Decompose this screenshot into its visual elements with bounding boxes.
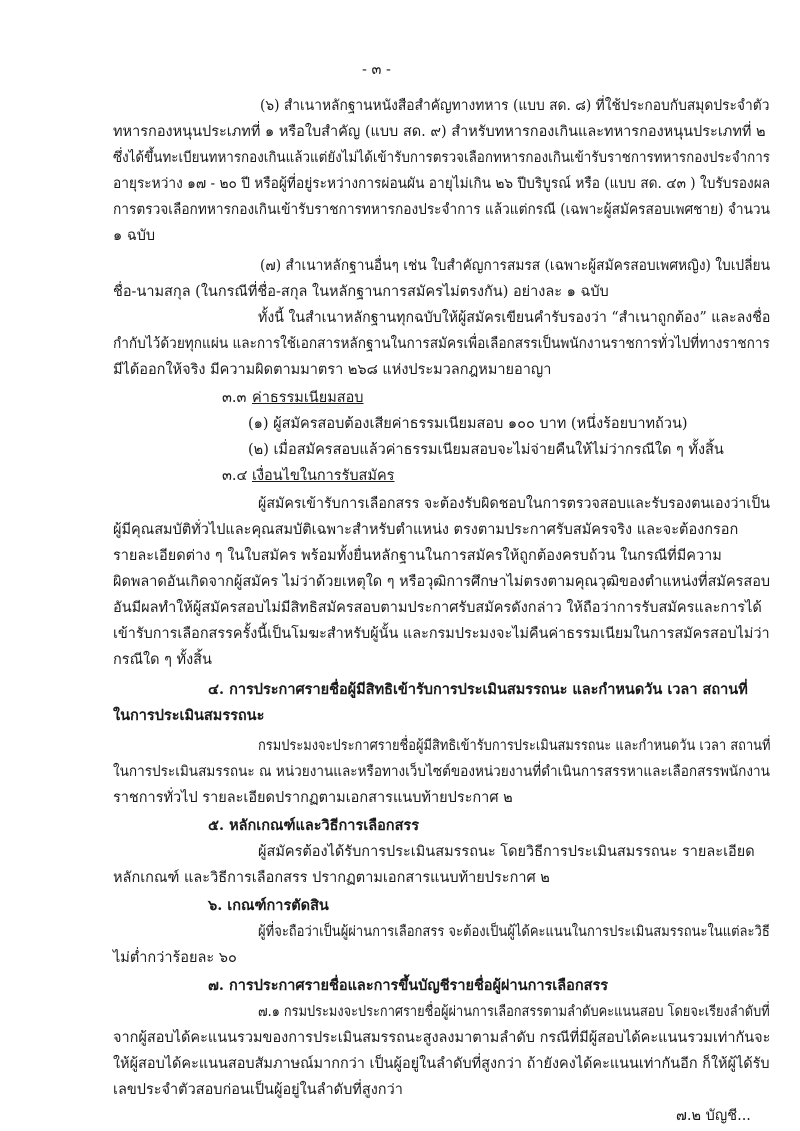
section-7-heading: ๗. การประกาศรายชื่อและการขึ้นบัญชีรายชื่อผู้ผ่านการเลือกสรร: [208, 977, 609, 994]
item-6-line-4: อายุระหว่าง ๑๗ - ๒๐ ปี หรือผู้ที่อยู่ระหว่างการผ่อนผัน อายุไม่เกิน ๒๖ ปีบริบูรณ์ หรือ (แบบ สด. ๔๓ ) ใบรับรองผล: [113, 176, 771, 192]
item-6-line-2: ทหารกองหนุนประเภทที่ ๑ หรือใบสำคัญ (แบบ สด. ๙) สำหรับทหารกองเกินและทหารกองหนุนประเภทที่ ๒: [113, 124, 766, 140]
certify-line-3: มีได้ออกให้จริง มีความผิดตามมาตรา ๒๖๘ แห่งประมวลกฎหมายอาญา: [113, 362, 552, 378]
certify-line-2: กำกับไว้ด้วยทุกแผ่น และการใช้เอกสารหลักฐานในการสมัครเพื่อเลือกสรรเป็นพนักงานราชการทั่วไปที่ทางราชการ: [113, 336, 770, 352]
section-3-3-heading: ค่าธรรมเนียมสอบ: [252, 390, 364, 406]
section-4-heading-2: ในการประเมินสมรรถนะ: [113, 707, 265, 724]
section-6-line-1: ผู้ที่จะถือว่าเป็นผู้ผ่านการเลือกสรร จะต้องเป็นผู้ได้คะแนนในการประเมินสมรรถนะในแต่ละวิธี: [258, 924, 770, 940]
item-7-line-2: ชื่อ-นามสกุล (ในกรณีที่ชื่อ-สกุล ในหลักฐานการสมัครไม่ตรงกัน) อย่างละ ๑ ฉบับ: [113, 284, 609, 300]
section-7-1-line-3: ให้ผู้สอบได้คะแนนสอบสัมภาษณ์มากกว่า เป็นผู้อยู่ในลำดับที่สูงกว่า ถ้ายังคงได้คะแนนเท่ากันอีก ก็ให้ผู้ได้รับ: [113, 1056, 770, 1072]
certify-line-1: ทั้งนี้ ในสำเนาหลักฐานทุกฉบับให้ผู้สมัครเขียนคำรับรองว่า “สำเนาถูกต้อง” และลงชื่อ: [258, 310, 771, 326]
continuation-marker: ๗.๒ บัญชี...: [676, 1108, 751, 1124]
page-number: - ๓ -: [362, 62, 391, 78]
conditions-line-6: เข้ารับการเลือกสรรครั้งนี้เป็นโมฆะสำหรับผู้นั้น และกรมประมงจะไม่คืนค่าธรรมเนียมในการสมัครสอบไม่ว่า: [113, 626, 770, 642]
conditions-line-2: ผู้มีคุณสมบัติทั่วไปและคุณสมบัติเฉพาะสำหรับตำแหน่ง ตรงตามประกาศรับสมัครจริง และจะต้องกรอก: [113, 522, 739, 538]
conditions-line-3: รายละเอียดต่าง ๆ ในใบสมัคร พร้อมทั้งยื่นหลักฐานในการสมัครให้ถูกต้องครบถ้วน ในกรณีที่มีความ: [113, 548, 722, 564]
section-3-3-number: ๓.๓: [222, 390, 247, 406]
section-4-line-2: ในการประเมินสมรรถนะ ณ หน่วยงานและหรือทางเว็บไซต์ของหน่วยงานที่ดำเนินการสรรหาและเลือกสรรพนักงาน: [113, 764, 770, 780]
section-7-1-line-1: ๗.๑ กรมประมงจะประกาศรายชื่อผู้ผ่านการเลือกสรรตามลำดับคะแนนสอบ โดยจะเรียงลำดับที่: [258, 1004, 770, 1020]
section-6-heading: ๖. เกณฑ์การตัดสิน: [208, 897, 329, 914]
item-6-line-5: การตรวจเลือกทหารกองเกินเข้ารับราชการทหารกองประจำการ แล้วแต่กรณี (เฉพาะผู้สมัครสอบเพศชาย) จำนวน: [113, 202, 770, 218]
conditions-line-7: กรณีใด ๆ ทั้งสิ้น: [113, 652, 212, 668]
section-5-heading: ๕. หลักเกณฑ์และวิธีการเลือกสรร: [208, 817, 419, 834]
section-3-4-heading: เงื่อนไขในการรับสมัคร: [252, 468, 395, 484]
section-7-1-line-2: จากผู้สอบได้คะแนนรวมของการประเมินสมรรถนะสูงลงมาตามลำดับ กรณีที่มีผู้สอบได้คะแนนรวมเท่ากันจะ: [113, 1030, 771, 1046]
item-6-line-1: (๖) สำเนาหลักฐานหนังสือสำคัญทางทหาร (แบบ สด. ๘) ที่ใช้ประกอบกับสมุดประจำตัว: [260, 98, 770, 114]
conditions-line-5: อันมีผลทำให้ผู้สมัครสอบไม่มีสิทธิสมัครสอบตามประกาศรับสมัครดังกล่าว ให้ถือว่าการรับสมัครและการได้: [113, 600, 762, 616]
section-4-heading-1: ๔. การประกาศรายชื่อผู้มีสิทธิเข้ารับการประเมินสมรรถนะ และกำหนดวัน เวลา สถานที่: [208, 681, 748, 698]
item-6-line-6: ๑ ฉบับ: [113, 228, 156, 244]
section-4-line-1: กรมประมงจะประกาศรายชื่อผู้มีสิทธิเข้ารับการประเมินสมรรถนะ และกำหนดวัน เวลา สถานที่: [258, 738, 771, 754]
fee-item-2: (๒) เมื่อสมัครสอบแล้วค่าธรรมเนียมสอบจะไม่จ่ายคืนให้ไม่ว่ากรณีใด ๆ ทั้งสิ้น: [248, 442, 724, 458]
section-4-line-3: ราชการทั่วไป รายละเอียดปรากฏตามเอกสารแนบท้ายประกาศ ๒: [113, 790, 513, 806]
section-6-line-2: ไม่ต่ำกว่าร้อยละ ๖๐: [113, 950, 237, 966]
section-5-line-2: หลักเกณฑ์ และวิธีการเลือกสรร ปรากฏตามเอกสารแนบท้ายประกาศ ๒: [113, 870, 550, 886]
item-7-line-1: (๗) สำเนาหลักฐานอื่นๆ เช่น ใบสำคัญการสมรส (เฉพาะผู้สมัครสอบเพศหญิง) ใบเปลี่ยน: [260, 258, 771, 274]
section-3-4-number: ๓.๔: [222, 468, 248, 484]
fee-item-1: (๑) ผู้สมัครสอบต้องเสียค่าธรรมเนียมสอบ ๑๐๐ บาท (หนึ่งร้อยบาทถ้วน): [248, 416, 688, 432]
conditions-line-1: ผู้สมัครเข้ารับการเลือกสรร จะต้องรับผิดชอบในการตรวจสอบและรับรองตนเองว่าเป็น: [258, 496, 770, 512]
section-5-line-1: ผู้สมัครต้องได้รับการประเมินสมรรถนะ โดยวิธีการประเมินสมรรถนะ รายละเอียด: [258, 844, 755, 860]
conditions-line-4: ผิดพลาดอันเกิดจากผู้สมัคร ไม่ว่าด้วยเหตุใด ๆ หรือวุฒิการศึกษาไม่ตรงตามคุณวุฒิของตำแหน่งที่สมัครสอบ: [113, 574, 771, 590]
section-7-1-line-4: เลขประจำตัวสอบก่อนเป็นผู้อยู่ในลำดับที่สูงกว่า: [113, 1082, 403, 1098]
item-6-line-3: ซึ่งได้ขึ้นทะเบียนทหารกองเกินแล้วแต่ยังไม่ได้เข้ารับการตรวจเลือกทหารกองเกินเข้ารับราชการทหารกองประจำการ: [113, 150, 771, 166]
